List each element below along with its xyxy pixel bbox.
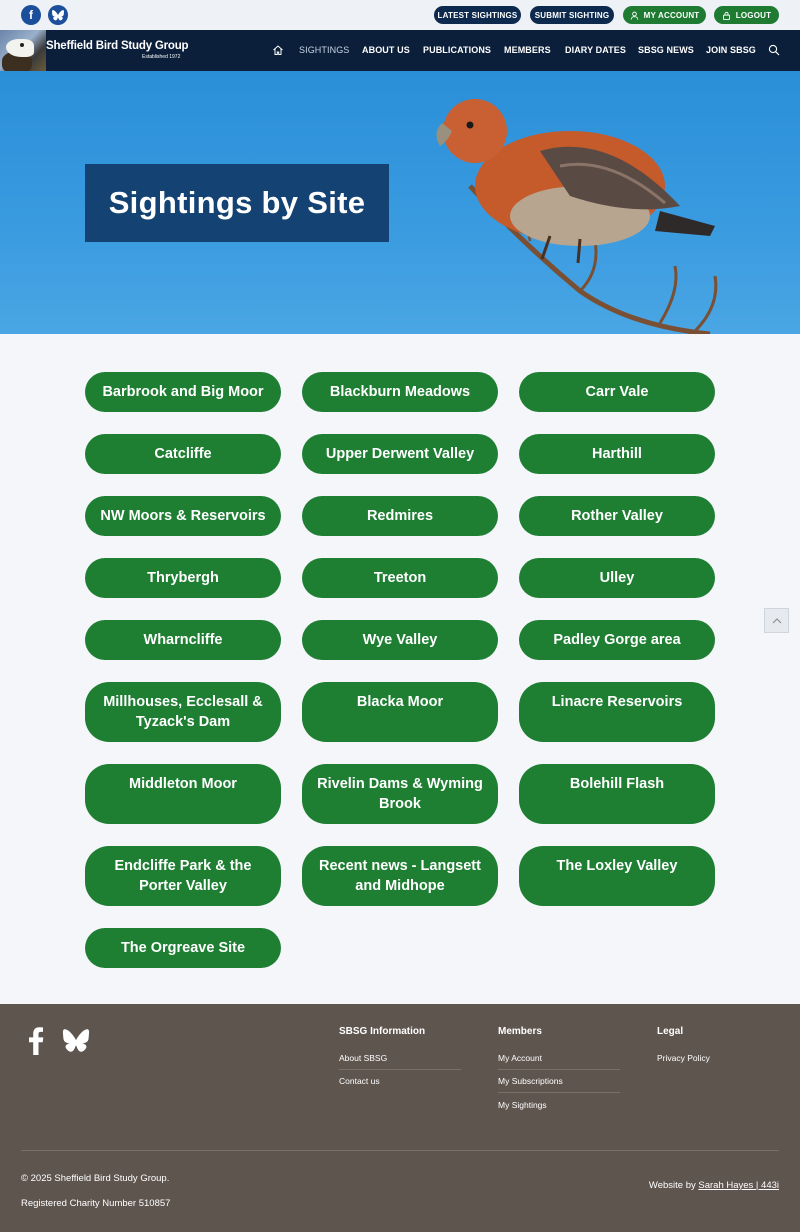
nav-join-sbsg[interactable]: JOIN SBSG bbox=[706, 45, 756, 55]
footer-divider-main bbox=[21, 1150, 779, 1151]
footer-divider bbox=[339, 1069, 461, 1070]
top-utility-bar bbox=[0, 0, 800, 30]
footer-credit-prefix: Website by bbox=[648, 1180, 696, 1191]
site-logo-title[interactable]: Sheffield Bird Study Group bbox=[46, 40, 189, 52]
site-button-padley-gorge-area[interactable]: Padley Gorge area bbox=[519, 620, 715, 660]
site-button-blacka-moor[interactable]: Blacka Moor bbox=[302, 682, 498, 742]
site-logo-subtitle: Established 1972 bbox=[142, 54, 181, 60]
logo-bird-eye bbox=[20, 43, 24, 47]
hero-title-box bbox=[85, 164, 389, 242]
bluesky-icon[interactable] bbox=[48, 5, 68, 25]
site-button-orgreave-site[interactable]: The Orgreave Site bbox=[85, 928, 281, 968]
nav-members[interactable]: MEMBERS bbox=[504, 45, 551, 55]
site-button-endcliffe-park[interactable]: Endcliffe Park & the Porter Valley bbox=[85, 846, 281, 906]
crossbill-bird-image bbox=[430, 91, 750, 334]
submit-sighting-label: SUBMIT SIGHTING bbox=[534, 10, 610, 20]
site-button-thrybergh[interactable]: Thrybergh bbox=[85, 558, 281, 598]
bluesky-icon[interactable] bbox=[62, 1029, 90, 1053]
site-button-middleton-moor[interactable]: Middleton Moor bbox=[85, 764, 281, 824]
hero-banner bbox=[0, 71, 800, 334]
footer-link-my-sightings[interactable]: My Sightings bbox=[498, 1100, 547, 1110]
site-button-langsett-midhope[interactable]: Recent news - Langsett and Midhope bbox=[302, 846, 498, 906]
site-button-barbrook-and-big-moor[interactable]: Barbrook and Big Moor bbox=[85, 372, 281, 412]
chevron-up-icon bbox=[772, 618, 782, 624]
footer-heading-members: Members bbox=[498, 1026, 542, 1037]
nav-about-us[interactable]: ABOUT US bbox=[362, 45, 410, 55]
site-button-loxley-valley[interactable]: The Loxley Valley bbox=[519, 846, 715, 906]
footer-heading-legal: Legal bbox=[657, 1026, 684, 1037]
nav-sbsg-news[interactable]: SBSG NEWS bbox=[638, 45, 694, 55]
site-button-catcliffe[interactable]: Catcliffe bbox=[85, 434, 281, 474]
logout-button[interactable] bbox=[714, 6, 779, 24]
site-button-carr-vale[interactable]: Carr Vale bbox=[519, 372, 715, 412]
footer-link-privacy-policy[interactable]: Privacy Policy bbox=[657, 1053, 710, 1063]
site-button-harthill[interactable]: Harthill bbox=[519, 434, 715, 474]
footer-divider bbox=[498, 1092, 620, 1093]
my-account-button[interactable] bbox=[623, 6, 706, 24]
site-button-wharncliffe[interactable]: Wharncliffe bbox=[85, 620, 281, 660]
nav-diary-dates[interactable]: DIARY DATES bbox=[565, 45, 626, 55]
site-button-millhouses-ecclesall[interactable]: Millhouses, Ecclesall & Tyzack's Dam bbox=[85, 682, 281, 742]
my-account-label: MY ACCOUNT bbox=[643, 10, 700, 20]
footer-link-contact-us[interactable]: Contact us bbox=[339, 1076, 380, 1086]
home-icon[interactable] bbox=[272, 44, 284, 56]
site-button-redmires[interactable]: Redmires bbox=[302, 496, 498, 536]
footer bbox=[0, 1004, 800, 1232]
site-button-ulley[interactable]: Ulley bbox=[519, 558, 715, 598]
facebook-icon[interactable] bbox=[28, 1027, 44, 1055]
site-button-upper-derwent-valley[interactable]: Upper Derwent Valley bbox=[302, 434, 498, 474]
footer-link-my-account[interactable]: My Account bbox=[498, 1053, 542, 1063]
logo-bird-head bbox=[6, 39, 34, 57]
submit-sighting-button[interactable] bbox=[530, 6, 614, 24]
footer-divider bbox=[498, 1069, 620, 1070]
nav-sightings[interactable]: SIGHTINGS bbox=[299, 45, 350, 55]
logout-label: LOGOUT bbox=[735, 10, 772, 20]
site-button-bolehill-flash[interactable]: Bolehill Flash bbox=[519, 764, 715, 824]
site-button-linacre-reservoirs[interactable]: Linacre Reservoirs bbox=[519, 682, 715, 742]
user-icon bbox=[630, 11, 639, 20]
footer-link-about-sbsg[interactable]: About SBSG bbox=[339, 1053, 388, 1063]
facebook-icon[interactable] bbox=[21, 5, 41, 25]
footer-credit bbox=[649, 1180, 779, 1191]
footer-heading-sbsg-information: SBSG Information bbox=[339, 1026, 426, 1037]
site-button-wye-valley[interactable]: Wye Valley bbox=[302, 620, 498, 660]
lock-icon bbox=[722, 11, 731, 20]
bluesky-butterfly-icon bbox=[52, 10, 64, 21]
back-to-top-button[interactable] bbox=[764, 608, 789, 633]
search-icon[interactable] bbox=[768, 44, 780, 56]
site-button-blackburn-meadows[interactable]: Blackburn Meadows bbox=[302, 372, 498, 412]
site-button-treeton[interactable]: Treeton bbox=[302, 558, 498, 598]
site-button-rother-valley[interactable]: Rother Valley bbox=[519, 496, 715, 536]
nav-publications[interactable]: PUBLICATIONS bbox=[423, 45, 492, 55]
facebook-letter: f bbox=[29, 8, 33, 22]
footer-copyright: © 2025 Sheffield Bird Study Group. bbox=[21, 1173, 170, 1184]
site-button-nw-moors-reservoirs[interactable]: NW Moors & Reservoirs bbox=[85, 496, 281, 536]
footer-credit-link[interactable]: Sarah Hayes | 443i bbox=[698, 1180, 779, 1191]
site-button-rivelin-dams[interactable]: Rivelin Dams & Wyming Brook bbox=[302, 764, 498, 824]
footer-charity-number: Registered Charity Number 510857 bbox=[21, 1198, 171, 1209]
page-title: Sightings by Site bbox=[108, 185, 366, 220]
logo-osprey-image[interactable] bbox=[0, 30, 46, 71]
main-navigation bbox=[0, 30, 800, 71]
latest-sightings-button[interactable] bbox=[434, 6, 521, 24]
latest-sightings-label: LATEST SIGHTINGS bbox=[437, 10, 518, 20]
footer-link-my-subscriptions[interactable]: My Subscriptions bbox=[498, 1076, 563, 1086]
